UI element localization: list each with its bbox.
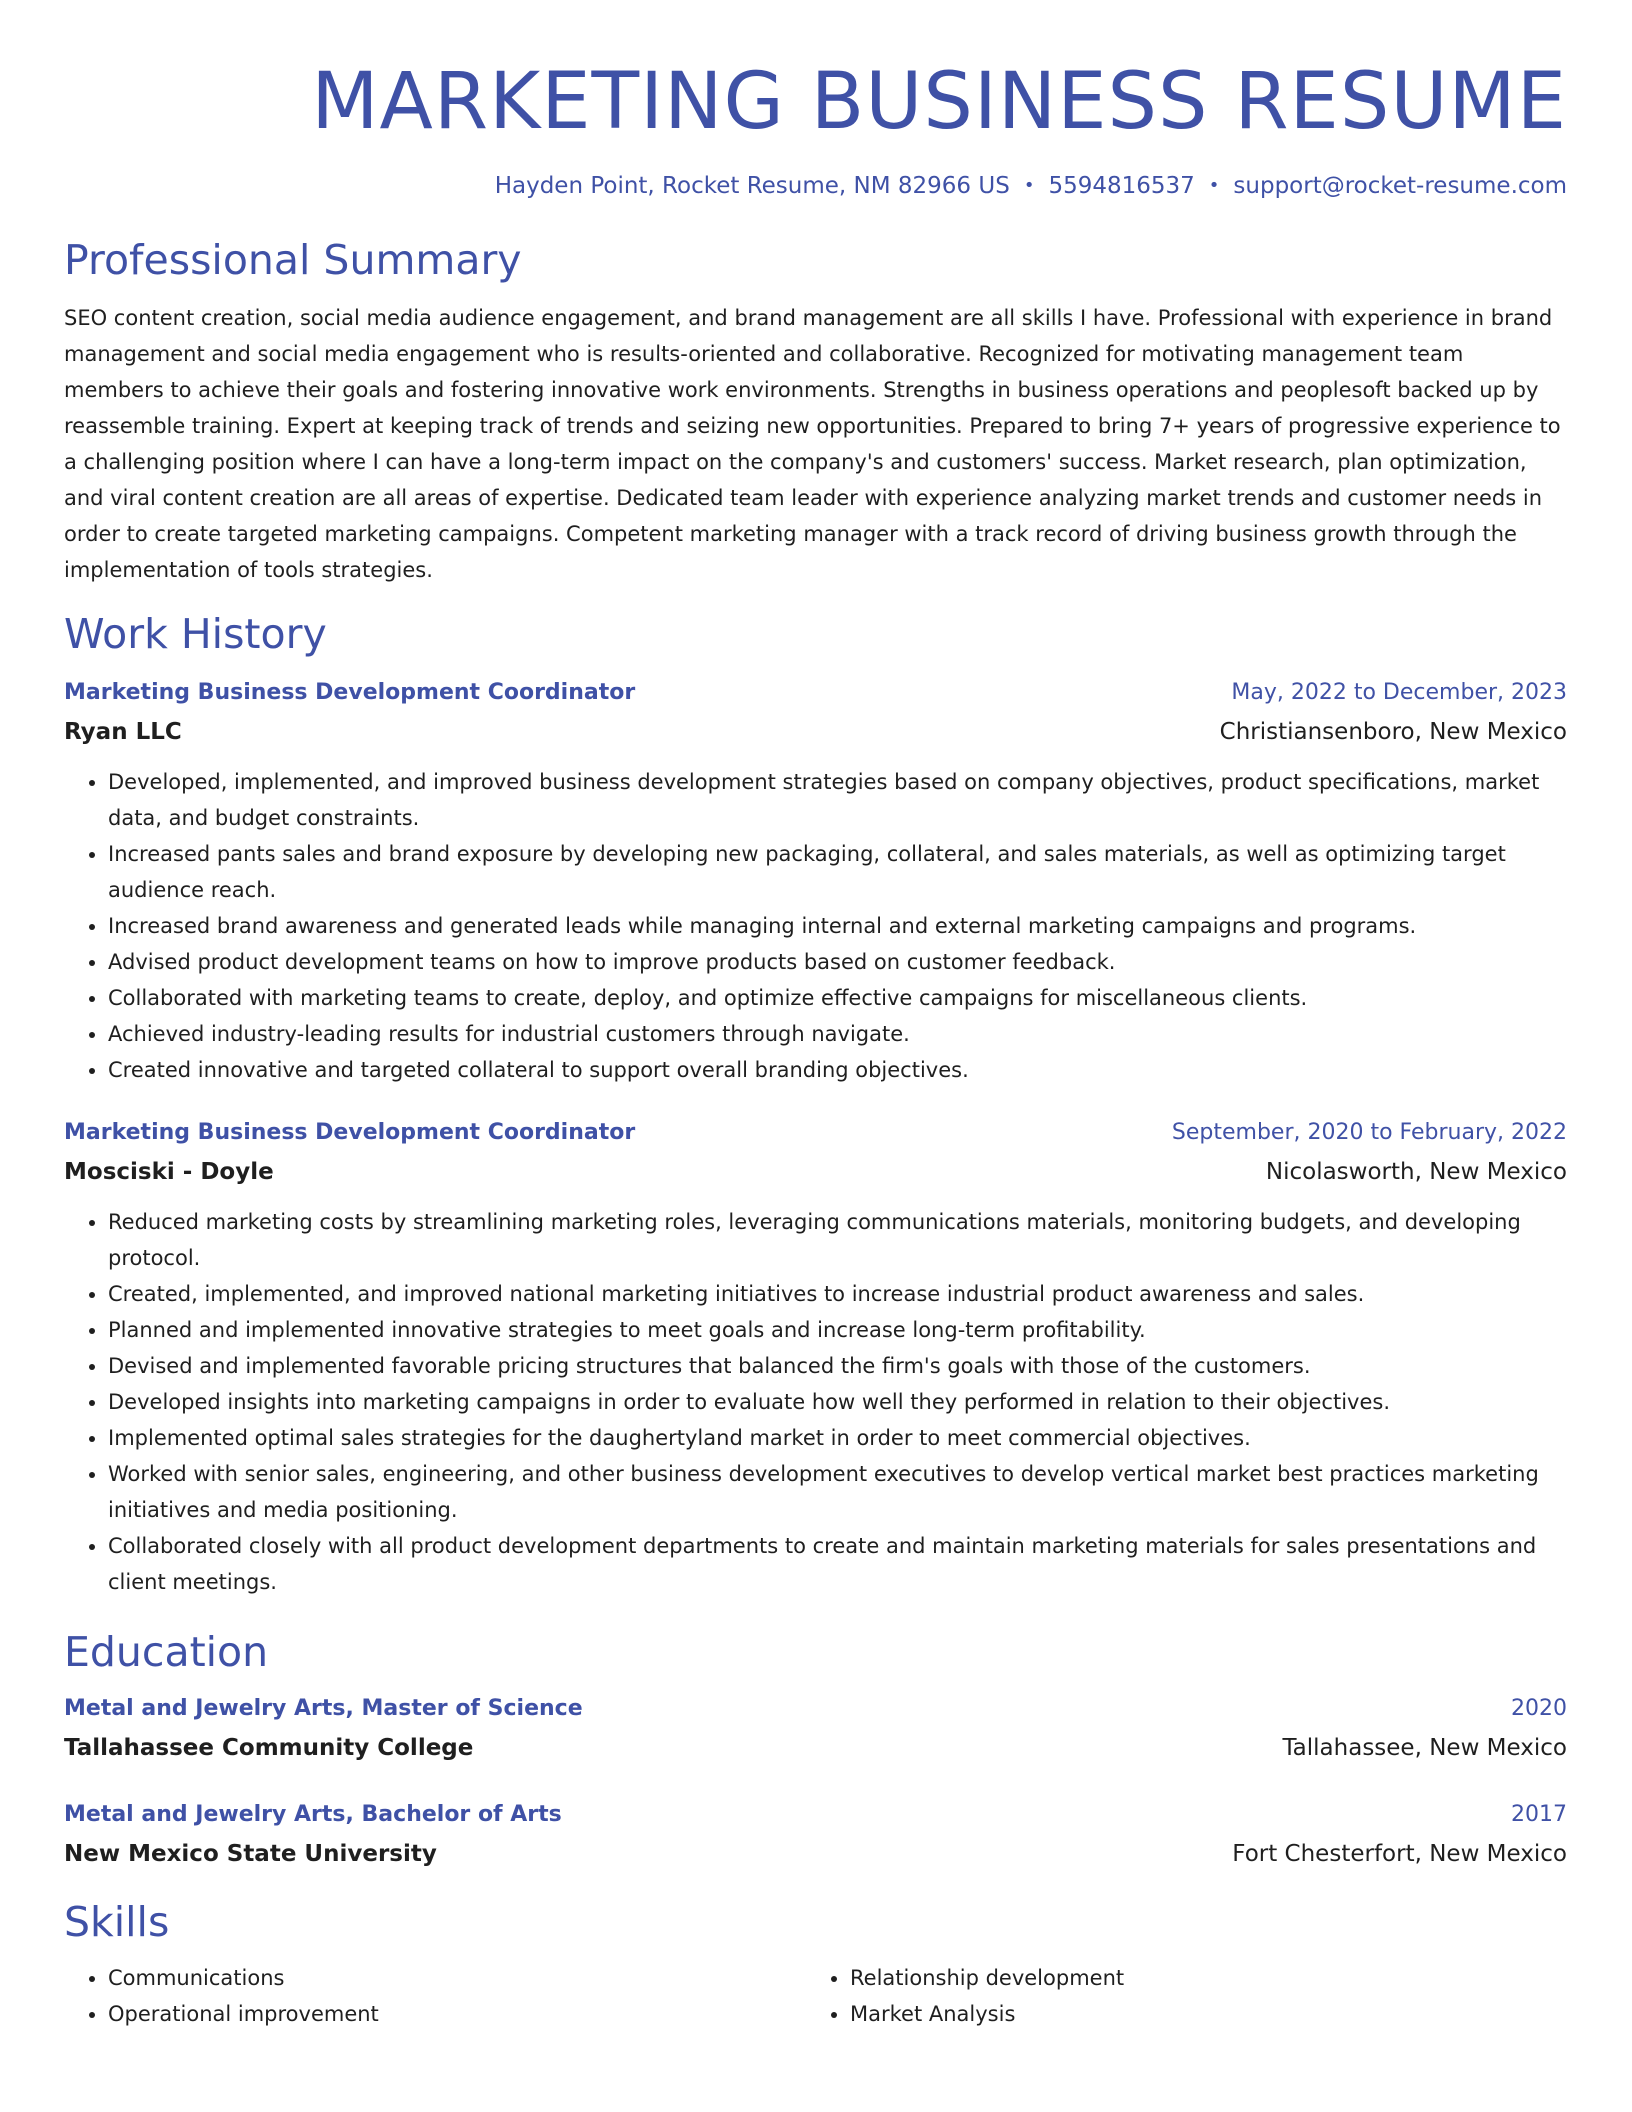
skill-item: • Communications (108, 1960, 806, 1996)
contact-address: Hayden Point, Rocket Resume, NM 82966 US (494, 173, 1010, 199)
job-title-row (64, 676, 1567, 710)
education-degree: Metal and Jewelry Arts, Bachelor of Arts (64, 1802, 562, 1827)
job-bullet: • Planned and implemented innovative strategies to meet goals and increase long-term profitability. (108, 1312, 1567, 1348)
skill-item: • Market Analysis (850, 1996, 1548, 2032)
job-bullet: • Increased brand awareness and generated leads while managing internal and external marketing campaigns and programs. (108, 908, 1567, 944)
education-entry (64, 1692, 1567, 1766)
contact-separator: • (1208, 175, 1220, 196)
summary-heading: Professional Summary (64, 236, 522, 284)
skills-heading: Skills (64, 1898, 170, 1946)
education-school: New Mexico State University (64, 1841, 437, 1867)
education-location: Fort Chesterfort, New Mexico (1232, 1841, 1567, 1867)
job-bullet: • Created innovative and targeted collateral to support overall branding objectives. (108, 1052, 1567, 1088)
skills-list (64, 1960, 1567, 2032)
skill-item: • Operational improvement (108, 1996, 806, 2032)
job-entry (64, 1116, 1567, 1600)
job-bullet: • Advised product development teams on how to improve products based on customer feedback. (108, 944, 1567, 980)
contact-email[interactable]: support@rocket-resume.com (1233, 173, 1567, 199)
contact-separator: • (1023, 175, 1035, 196)
job-dates: May, 2022 to December, 2023 (1231, 680, 1567, 705)
job-bullet: • Achieved industry-leading results for industrial customers through navigate. (108, 1016, 1567, 1052)
skills-column-left (64, 1960, 806, 2032)
skills-column-right (806, 1960, 1548, 2032)
education-school-row (64, 1836, 1567, 1872)
education-entry (64, 1798, 1567, 1872)
job-bullet: • Increased pants sales and brand exposure by developing new packaging, collateral, and sales materials, as well as optimizing target audience reach. (108, 836, 1567, 908)
job-bullet: • Created, implemented, and improved national marketing initiatives to increase industrial product awareness and sales. (108, 1276, 1567, 1312)
resume-title: MARKETING BUSINESS RESUME (311, 57, 1567, 147)
education-degree: Metal and Jewelry Arts, Master of Science (64, 1696, 583, 1721)
job-location: Christiansenboro, New Mexico (1219, 719, 1567, 745)
job-title-row (64, 1116, 1567, 1150)
education-degree-row (64, 1692, 1567, 1726)
skill-item: • Relationship development (850, 1960, 1548, 1996)
education-degree-row (64, 1798, 1567, 1832)
resume-page (64, 0, 1567, 2032)
job-bullets (64, 1204, 1567, 1600)
job-bullet: • Devised and implemented favorable pricing structures that balanced the firm's goals with those of the customers. (108, 1348, 1567, 1384)
job-bullet: • Collaborated closely with all product development departments to create and maintain marketing materials for sales presentations and client meetings. (108, 1528, 1567, 1600)
education-school: Tallahassee Community College (64, 1735, 474, 1761)
education-year: 2020 (1511, 1696, 1567, 1721)
job-bullet: • Reduced marketing costs by streamlining marketing roles, leveraging communications materials, monitoring budgets, and developing protocol. (108, 1204, 1567, 1276)
education-year: 2017 (1511, 1802, 1567, 1827)
job-location: Nicolasworth, New Mexico (1265, 1159, 1567, 1185)
education-school-row (64, 1730, 1567, 1766)
job-bullet: • Collaborated with marketing teams to create, deploy, and optimize effective campaigns for miscellaneous clients. (108, 980, 1567, 1016)
job-bullet: • Developed insights into marketing campaigns in order to evaluate how well they performed in relation to their objectives. (108, 1384, 1567, 1420)
job-bullet: • Developed, implemented, and improved business development strategies based on company objectives, product specifications, market data, and budget constraints. (108, 764, 1567, 836)
contact-line (64, 170, 1567, 202)
job-title: Marketing Business Development Coordinator (64, 680, 636, 705)
work-history-heading: Work History (64, 610, 327, 658)
job-entry (64, 676, 1567, 1088)
job-title: Marketing Business Development Coordinator (64, 1120, 636, 1145)
education-heading: Education (64, 1628, 269, 1676)
job-bullet: • Worked with senior sales, engineering, and other business development executives to develop vertical market best practices marketing initiatives and media positioning. (108, 1456, 1567, 1528)
job-bullets (64, 764, 1567, 1088)
job-company-row (64, 1154, 1567, 1190)
contact-phone: 5594816537 (1048, 173, 1195, 199)
education-location: Tallahassee, New Mexico (1282, 1735, 1567, 1761)
job-dates: September, 2020 to February, 2022 (1171, 1120, 1567, 1145)
job-company-row (64, 714, 1567, 750)
job-bullet: • Implemented optimal sales strategies for the daughertyland market in order to meet commercial objectives. (108, 1420, 1567, 1456)
summary-text: SEO content creation, social media audience engagement, and brand management are all skills I have. Professional with experience in brand management and social media engagement who is results-oriented and collaborative. Recognized for motivating management team members to achieve their goals and fostering innovative work environments. Strengths in business operations and peoplesoft backed up by reassemble training. Expert at keeping track of trends and seizing new opportunities. Prepared to bring 7+ years of progressive experience to a challenging position where I can have a long-term impact on the company's and customers' success. Market research, plan optimization, and viral content creation are all areas of expertise. Dedicated team leader with experience analyzing market trends and customer needs in order to create targeted marketing campaigns. Competent marketing manager with a track record of driving business growth through the implementation of tools strategies. (64, 306, 1561, 582)
job-company: Mosciski - Doyle (64, 1159, 274, 1185)
job-company: Ryan LLC (64, 719, 182, 745)
